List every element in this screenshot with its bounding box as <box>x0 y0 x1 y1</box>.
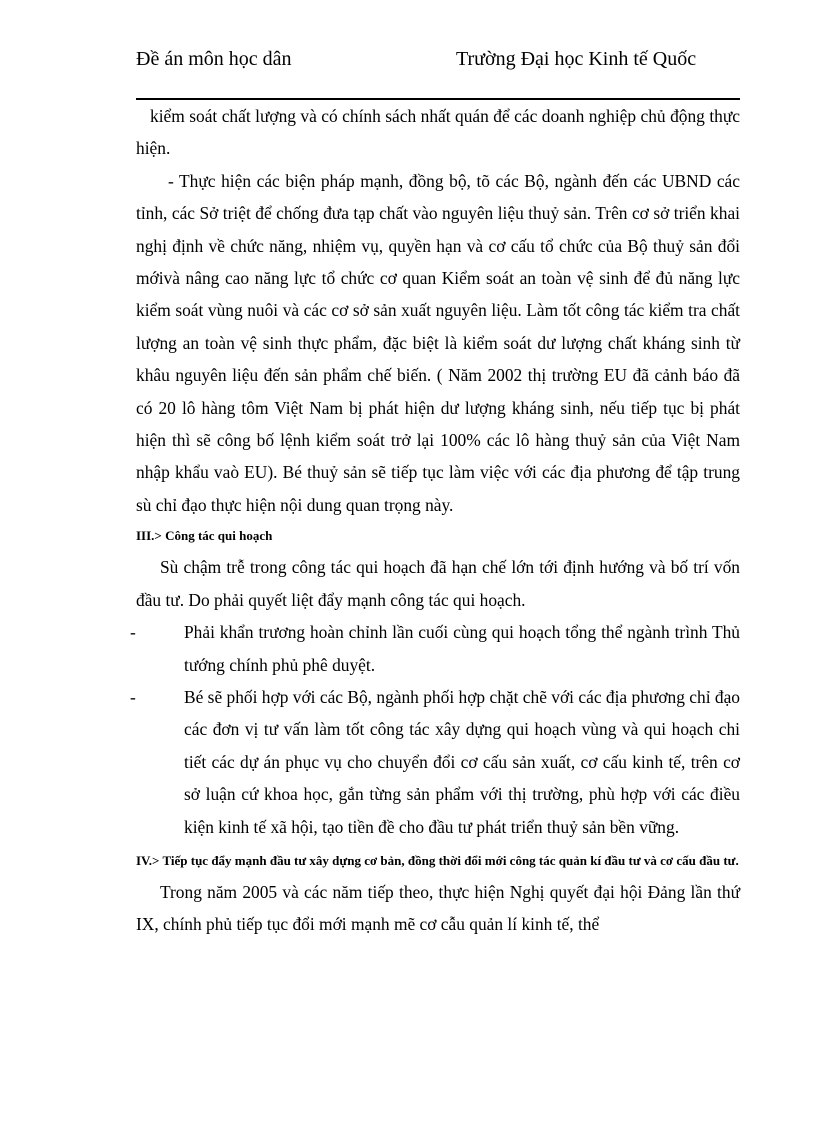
paragraph-planning-delay: Sù chậm trễ trong công tác qui hoạch đã hạn chế lớn tới định hướng và bố trí vốn đầu tư. Do phải quyết liệt đẩy mạnh công tác qui hoạch. <box>136 557 740 610</box>
page-header <box>136 48 740 96</box>
paragraph-measures: - Thực hiện các biện pháp mạnh, đồng bộ, tõ các Bộ, ngành đến các UBND các tỉnh, các Sở triệt để chống đưa tạp chất vào nguyên liệu thuỷ sản. Trên cơ sở triển khai nghị định về chức năng, nhiệm vụ, quyền hạn và cơ cấu tổ chức của Bộ thuỷ sản đổi mớivà nâng cao năng lực tổ chức cơ quan Kiểm soát an toàn vệ sinh để đủ năng lực kiểm soát vùng nuôi và các cơ sở sản xuất nguyên liệu. Làm tốt công tác kiểm tra chất lượng an toàn vệ sinh thực phẩm, đặc biệt là kiểm soát dư lượng chất kháng sinh từ khâu nguyên liệu đến sản phẩm chế biến. ( Năm 2002 thị trường EU đã cảnh báo đã có 20 lô hàng tôm Việt Nam bị phát hiện dư lượng kháng sinh, nếu tiếp tục bị phát hiện thì sẽ công bố lệnh kiểm soát trở lại 100% các lô hàng thuỷ sản của Việt Nam nhập khẩu vaò EU). Bé thuỷ sản sẽ tiếp tục làm việc với các địa phương để tập trung sù chỉ đạo thực hiện nội dung quan trọng này. <box>136 170 740 515</box>
paragraph-quality-control: kiểm soát chất lượng và có chính sách nhất quán để các doanh nghiệp chủ động thực hiện. <box>136 106 740 159</box>
header-university-name: Trường Đại học Kinh tế Quốc <box>456 48 697 70</box>
list-item <box>130 616 740 681</box>
bullet-text-coordination: Bé sẽ phối hợp với các Bộ, ngành phối hợp chặt chẽ với các địa phương chỉ đạo các đơn vị tư vấn làm tốt công tác xây dựng qui hoạch vùng và qui hoạch chi tiết các dự án phục vụ cho chuyển đổi cơ cấu sản xuất, cơ cấu kinh tế, trên cơ sở luận cứ khoa học, gắn từng sản phẩm với thị trường, phù hợp với các điều kiện kinh tế xã hội, tạo tiền đề cho đầu tư phát triển thuỷ sản bền vững. <box>184 686 740 837</box>
paragraph-2005-plan: Trong năm 2005 và các năm tiếp theo, thực hiện Nghị quyết đại hội Đảng lần thứ IX, chính phủ tiếp tục đổi mới mạnh mẽ cơ cẫu quản lí kinh tế, thể <box>136 881 740 935</box>
bullet-dash: - <box>130 622 136 643</box>
header-course-title: Đề án môn học dân <box>136 48 292 70</box>
list-item <box>130 681 740 843</box>
section-heading-investment: IV.> Tiếp tục đẩy mạnh đầu tư xây dựng cơ bản, đồng thời đổi mới công tác quản kí đầu tư và cơ cấu đầu tư. <box>136 852 739 868</box>
bullet-dash: - <box>130 686 136 707</box>
section-heading-planning: III.> Công tác qui hoạch <box>136 528 273 544</box>
bullet-text-master-plan: Phải khẩn trương hoàn chỉnh lần cuối cùng qui hoạch tổng thể ngành trình Thủ tướng chính phủ phê duyệt. <box>184 622 740 675</box>
document-body <box>130 100 740 941</box>
document-page <box>130 48 740 935</box>
